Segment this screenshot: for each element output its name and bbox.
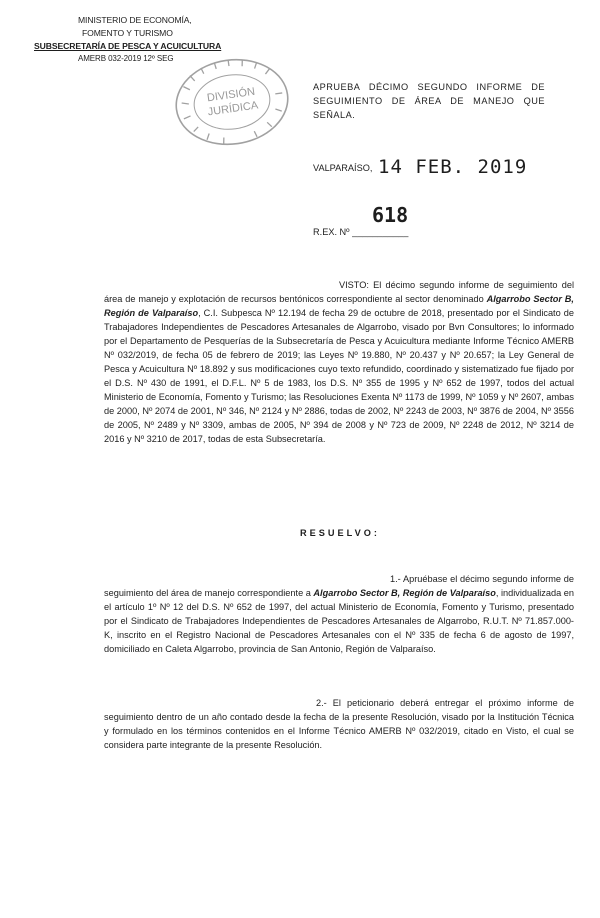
resuelvo-heading: RESUELVO: [300, 528, 380, 538]
date-stamp: 14 FEB. 2019 [378, 156, 528, 178]
header-reference: AMERB 032-2019 12º SEG [78, 54, 174, 63]
stamp-division-text: DIVISIÓN [206, 85, 256, 105]
resolution-point-2 [104, 696, 574, 752]
point1-text-1: 1.- Apruébase el décimo segundo informe de seguimiento del área de manejo correspondiente a [104, 574, 574, 598]
place-label: VALPARAÍSO, [313, 163, 373, 173]
header-subsecretaria: SUBSECRETARÍA DE PESCA Y ACUICULTURA [34, 41, 222, 51]
visto-text-1: VISTO: El décimo segundo informe de seguimiento del área de manejo y explotación de recursos bentónicos correspondiente al sector denominado [104, 280, 574, 304]
point1-text-2: , individualizada en el artículo 1º Nº 12 del D.S. Nº 652 de 1997, del actual Ministerio de Economía, Fomento y Turismo, presentado por el Sindicato de Trabajadores Independientes de Pescadores Artesanales de Algarrobo, R.U.T. Nº 71.857.000-K, inscrito en el Registro Nacional de Pescadores Artesanales con el Nº 335 de fecha 6 de agosto de 1997, domiciliado en Caleta Algarrobo, provincia de San Antonio, Región de Valparaíso. [104, 588, 574, 654]
visto-area-name: Algarrobo Sector B, Región de Valparaíso [104, 294, 574, 318]
division-juridica-stamp [166, 48, 298, 156]
visto-text-2: , C.I. Subpesca Nº 12.194 de fecha 29 de octubre de 2018, presentado por el Sindicato de Trabajadores Independientes de Pescadores Artesanales de Algarrobo, visado por Bvn Consultores; lo informado por el Departamento de Pesquerías de la Subsecretaría de Pesca y Acuicultura mediante Informe Técnico AMERB Nº 032/2019, de fecha 05 de febrero de 2019; las Leyes Nº 19.880, Nº 20.437 y Nº 20.657; la Ley General de Pesca y Acuicultura Nº 18.892 y sus modificaciones cuyo texto refundido, coordinado y sistematizado fue fijado por el D.S. Nº 430 de 1991, el D.F.L. Nº 5 de 1983, los D.S. Nº 355 de 1995 y Nº 652 de 1997, todos del actual Ministerio de Economía, Fomento y Turismo; las Resoluciones Exenta Nº 1173 de 1999, Nº 1059 y Nº 2607, ambas de 2000, Nº 2074 de 2001, Nº 346, Nº 2124 y Nº 2886, todas de 2002, Nº 2243 de 2003, Nº 3876 de 2004, Nº 3556 de 2005, Nº 2489 y Nº 3309, ambas de 2005, Nº 394 de 2008 y Nº 723 de 2009, Nº 2248 de 2012, Nº 3214 de 2016 y Nº 3210 de 2017, todas de esta Subsecretaría. [104, 308, 574, 444]
resolution-point-1 [104, 572, 574, 656]
header-ministry: MINISTERIO DE ECONOMÍA, [78, 15, 192, 25]
resolution-subject: APRUEBA DÉCIMO SEGUNDO INFORME DE SEGUIMIENTO DE ÁREA DE MANEJO QUE SEÑALA. [313, 82, 545, 120]
stamp-juridica-text: JURÍDICA [207, 99, 259, 119]
point2-text: 2.- El peticionario deberá entregar el próximo informe de seguimiento dentro de un año contado desde la fecha de la presente Resolución, visado por la Institución Técnica y formulado en los términos contenidos en el Informe Técnico AMERB Nº 032/2019, citado en Visto, el cual se considera parte integrante de la presente Resolución. [104, 698, 574, 750]
resolution-label: R.EX. Nº ___________ [313, 227, 409, 237]
resolution-number: 618 [372, 203, 409, 227]
header-ministry-2: FOMENTO Y TURISMO [82, 28, 173, 38]
point1-area-name: Algarrobo Sector B, Región de Valparaíso [313, 588, 496, 598]
visto-paragraph [104, 278, 574, 446]
